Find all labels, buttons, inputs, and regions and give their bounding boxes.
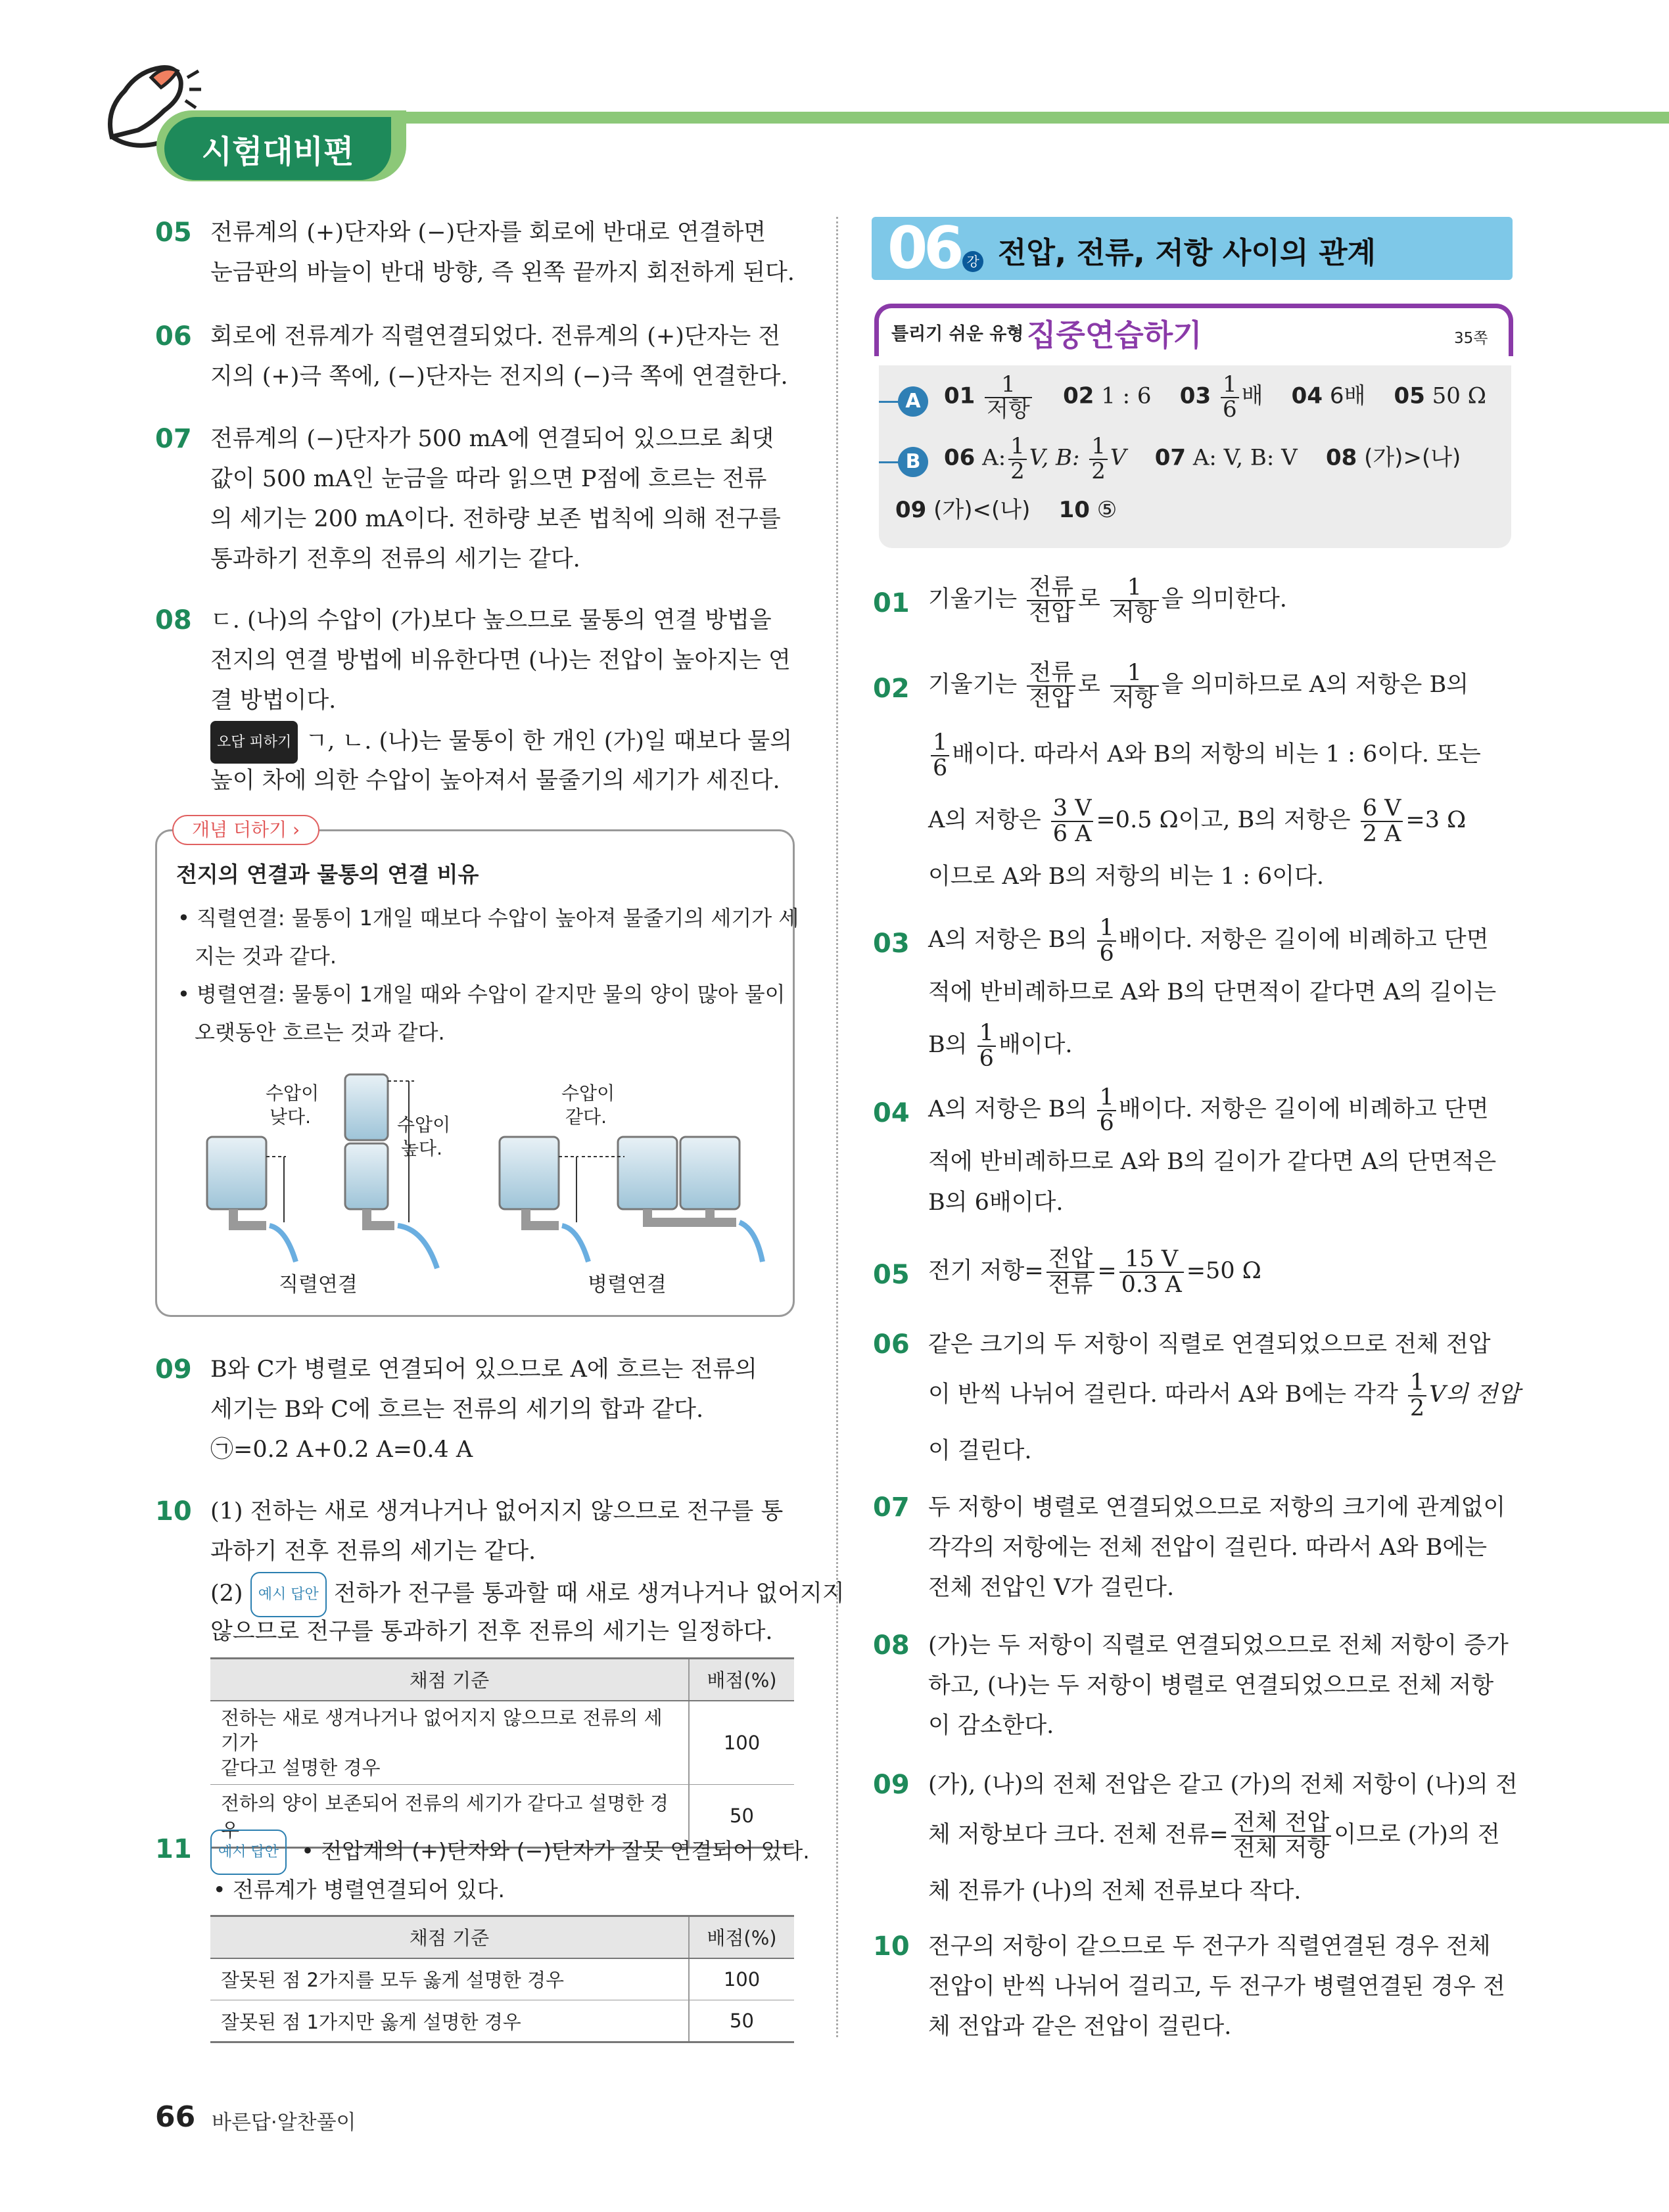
item-text: A의 저항은 $\frac{3 V}{6 A}$ =0.5 Ω이고, B의 저항은 $\frac{6 V}{2 A}$ =3 Ω [928,795,1467,847]
item-number: 06 [873,1329,910,1360]
grading-table [210,1915,794,2043]
item-text: 값이 500 mA인 눈금을 따라 읽으면 P점에 흐르는 전류 [210,466,767,492]
item-text: 기울기는 $\frac{\text{전류}}{\text{전압}}$ 로 $\frac{1}{\text{저항}}$ 을 의미하므로 A의 저항은 B의 [928,659,1469,712]
fig-caption-parallel: 병렬연결 [588,1273,667,1297]
section-title: 전압, 전류, 저항 사이의 관계 [998,235,1376,270]
item-text: 예시 답안 • 전압계의 (+)단자와 (−)단자가 잘못 연결되어 있다. [210,1830,810,1875]
sample-answer-tag: 예시 답안 [250,1572,327,1617]
item-text: 전기 저항= $\frac{\text{전압}}{\text{전류}}$ = $\frac{15 V}{0.3 A}$ =50 Ω [928,1245,1261,1298]
item-text: (가), (나)의 전체 전압은 같고 (가)의 전체 저항이 (나)의 전 [928,1772,1518,1798]
item-text: (가)는 두 저항이 직렬로 연결되었으므로 전체 저항이 증가 [928,1632,1509,1659]
answer-group-a: A [898,386,928,417]
concept-line: 지는 것과 같다. [195,944,337,969]
item-text: 결 방법이다. [210,687,337,714]
table-header: 배점(%) [689,1916,794,1958]
answer-row-b2: 09 (가)<(나) 10 ⑤ [895,497,1117,523]
item-text: (1) 전하는 새로 생겨나거나 없어지지 않으므로 전구를 통 [210,1498,784,1525]
item-text: 이 감소한다. [928,1713,1054,1739]
item-text: ㉠=0.2 A+0.2 A=0.4 A [210,1437,473,1463]
table-row: 전하는 새로 생겨나거나 없어지지 않으므로 전류의 세기가 같다고 설명한 경우 100 [210,1701,794,1785]
item-text: 의 세기는 200 mA이다. 전하량 보존 법칙에 의해 전구를 [210,506,781,532]
fig-label: 높다. [401,1138,442,1159]
section-number: 06 [887,214,960,282]
item-text: 전구의 저항이 같으므로 두 전구가 직렬연결된 경우 전체 [928,1933,1491,1960]
item-text: 이므로 A와 B의 저항의 비는 1 : 6이다. [928,864,1325,890]
item-text: 하고, (나)는 두 저항이 병렬로 연결되었으므로 전체 저항 [928,1672,1494,1699]
item-text: ㄷ. (나)의 수압이 (가)보다 높으므로 물통의 연결 방법을 [210,607,772,634]
item-number: 03 [873,929,910,959]
practice-page: 35쪽 [1454,330,1488,347]
item-text: 같은 크기의 두 저항이 직렬로 연결되었으므로 전체 전압 [928,1331,1491,1358]
footer-title: 바른답·알찬풀이 [212,2111,356,2134]
item-text: $\frac{1}{6}$ 배이다. 따라서 A와 B의 저항의 비는 1 : 6이다. 또는 [928,728,1481,781]
item-number: 02 [873,674,910,704]
item-text: 기울기는 $\frac{\text{전류}}{\text{전압}}$ 로 $\frac{1}{\text{저항}}$ 을 의미한다. [928,574,1287,626]
item-number: 01 [873,588,910,618]
concept-line: 오랫동안 흐르는 것과 같다. [195,1020,445,1045]
item-number: 04 [873,1098,910,1128]
item-text: 전압이 반씩 나뉘어 걸리고, 두 전구가 병렬연결된 경우 전 [928,1973,1505,2000]
answer-group-b: B [898,447,928,477]
item-number: 05 [873,1260,910,1290]
practice-label: 틀리기 쉬운 유형 [891,324,1024,344]
item-text: 체 저항보다 크다. 전체 전류= $\frac{\text{전체 전압}}{\text{전체 저항}}$ 이므로 (가)의 전 [928,1809,1500,1862]
item-text: 전지의 연결 방법에 비유한다면 (나)는 전압이 높아지는 연 [210,647,791,674]
item-text: 전체 전압인 V가 걸린다. [928,1575,1175,1601]
item-number: 11 [155,1834,192,1864]
table-header: 채점 기준 [210,1916,689,1958]
answer-row-b: 06 A: $\frac{1}{2}$ V, B: $\frac{1}{2}$ V 07 A: V, B: V 08 (가)>(나) [944,433,1461,484]
item-number: 09 [873,1770,910,1800]
item-number: 07 [873,1492,910,1523]
item-text: 세기는 B와 C에 흐르는 전류의 세기의 합과 같다. [210,1396,704,1423]
concept-line: • 직렬연결: 물통이 1개일 때보다 수압이 높아져 물줄기의 세기가 세 [177,906,799,931]
fig-label: 수압이 [266,1082,319,1104]
table-header: 채점 기준 [210,1659,689,1701]
item-text: 눈금판의 바늘이 반대 방향, 즉 왼쪽 끝까지 회전하게 된다. [210,260,795,286]
item-text: 통과하기 전후의 전류의 세기는 같다. [210,546,580,572]
item-text: 과하기 전후 전류의 세기는 같다. [210,1538,536,1565]
item-text: 각각의 저항에는 전체 전압이 걸린다. 따라서 A와 B에는 [928,1534,1488,1561]
practice-title: 집중연습하기 [1027,317,1202,353]
concept-line: • 병렬연결: 물통이 1개일 때와 수압이 같지만 물의 양이 많아 물이 [177,982,786,1007]
table-row: 잘못된 점 1가지만 옳게 설명한 경우 50 [210,2000,794,2042]
item-number: 05 [155,218,192,248]
table-header: 배점(%) [689,1659,794,1701]
item-text: 회로에 전류계가 직렬연결되었다. 전류계의 (+)단자는 전 [210,323,781,350]
item-text: 전류계의 (−)단자가 500 mA에 연결되어 있으므로 최댓 [210,426,774,452]
fig-caption-series: 직렬연결 [279,1273,358,1297]
answer-row-a: 01 $\frac{1}{\text{저항}}$ 02 1 : 6 03 $\frac{1}{6}$ 배 04 6배 05 50 Ω [944,371,1486,423]
sample-answer-tag: 예시 답안 [210,1830,287,1875]
grading-table [210,1657,794,1849]
table-row: 전하의 양이 보존되어 전류의 세기가 같다고 설명한 경우 50 [210,1784,794,1847]
item-text [210,721,792,764]
item-text: 않으므로 전구를 통과하기 전후 전류의 세기는 일정하다. [210,1619,773,1645]
page-section-badge: 시험대비편 [164,117,391,180]
item-text: ㄱ, ㄴ. (나)는 물통이 한 개인 (가)일 때보다 물의 [305,728,793,754]
item-text: 체 전류가 (나)의 전체 전류보다 작다. [928,1878,1302,1904]
item-text: • 전류계가 병렬연결되어 있다. [213,1877,505,1902]
item-text: 적에 반비례하므로 A와 B의 단면적이 같다면 A의 길이는 [928,979,1497,1005]
item-text: 두 저항이 병렬로 연결되었으므로 저항의 크기에 관계없이 [928,1494,1506,1521]
table-row: 잘못된 점 2가지를 모두 옳게 설명한 경우 100 [210,1958,794,2000]
item-number: 07 [155,424,192,454]
item-text: B와 C가 병렬로 연결되어 있으므로 A에 흐르는 전류의 [210,1356,757,1383]
item-text: B의 6배이다. [928,1189,1064,1216]
item-text: 이 걸린다. [928,1438,1032,1464]
item-text: 적에 반비례하므로 A와 B의 길이가 같다면 A의 단면적은 [928,1149,1497,1175]
column-divider [836,217,838,2037]
item-number: 08 [873,1630,910,1661]
fig-label: 같다. [565,1106,607,1128]
gang-badge: 강 [962,251,983,272]
item-text: 체 전압과 같은 전압이 걸린다. [928,2014,1232,2040]
item-number: 06 [155,321,192,352]
fig-label: 수압이 [397,1114,451,1136]
item-text: 이 반씩 나뉘어 걸린다. 따라서 A와 B에는 각각 $\frac{1}{2}$ V의 전압 [928,1369,1520,1421]
item-number: 10 [155,1496,192,1527]
item-text: A의 저항은 B의 $\frac{1}{6}$ 배이다. 저항은 길이에 비례하고 단면 [928,1084,1489,1136]
item-number: 09 [155,1354,192,1385]
concept-title: 전지의 연결과 물통의 연결 비유 [176,862,479,887]
item-text: A의 저항은 B의 $\frac{1}{6}$ 배이다. 저항은 길이에 비례하고 단면 [928,914,1489,967]
fig-label: 수압이 [561,1082,615,1104]
item-text: 전류계의 (+)단자와 (−)단자를 회로에 반대로 연결하면 [210,219,766,246]
header-rule [368,112,1669,124]
item-number: 08 [155,605,192,635]
item-text: (2) 예시 답안 전하가 전구를 통과할 때 새로 생겨나거나 없어지지 [210,1572,845,1617]
concept-tag: 개념 더하기 › [172,815,319,845]
page-number: 66 [155,2100,196,2134]
section-header [872,214,1513,282]
fig-label: 낮다. [270,1106,311,1128]
wrong-answer-tag: 오답 피하기 [210,721,298,764]
item-text: B의 $\frac{1}{6}$ 배이다. [928,1019,1073,1072]
item-text: 높이 차에 의한 수압이 높아져서 물줄기의 세기가 세진다. [210,768,780,794]
item-text: 지의 (+)극 쪽에, (−)단자는 전지의 (−)극 쪽에 연결한다. [210,363,788,390]
item-number: 10 [873,1931,910,1962]
